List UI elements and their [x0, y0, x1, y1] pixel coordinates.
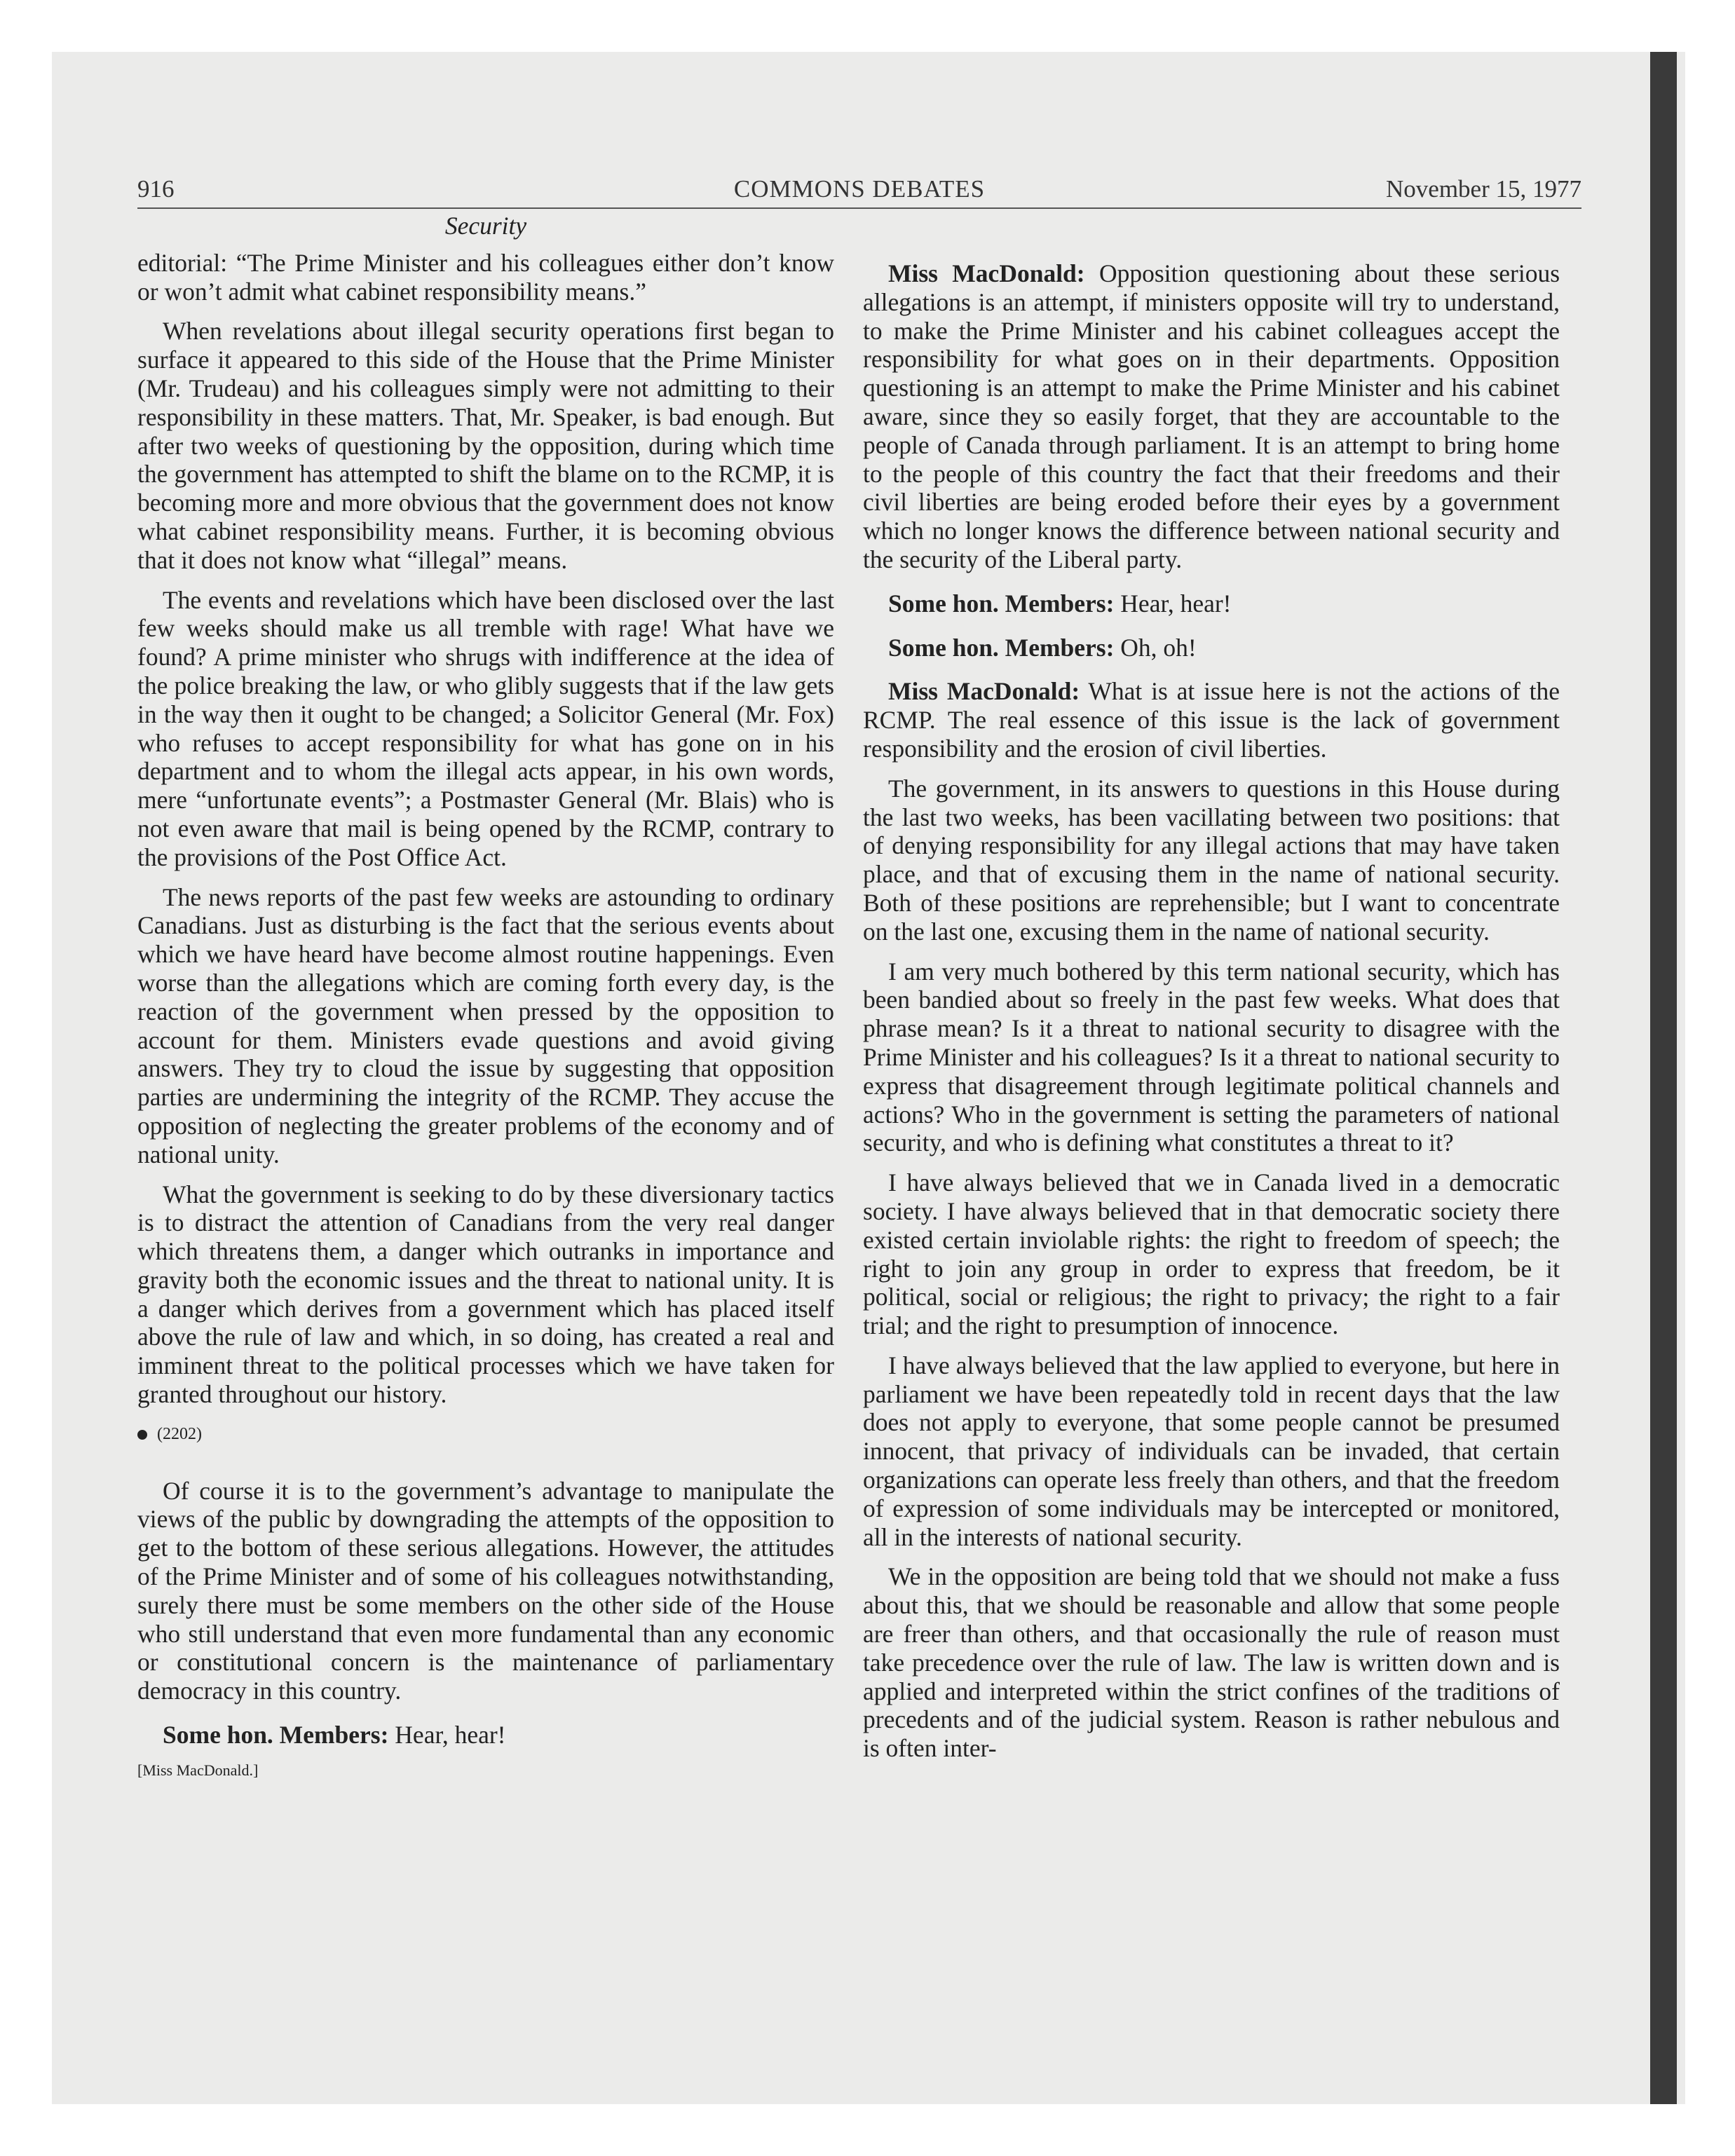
header-date: November 15, 1977 — [1386, 175, 1581, 203]
interjection-text: Oh, oh! — [1120, 633, 1197, 662]
paragraph: The government, in its answers to questions in this House during the last two weeks, has been vacillating between two positions: that of denying responsibility for any illegal actions that may have taken place, and that of excusing them in the name of national security. Both of these positions are reprehensible; but I want to concentrate on the last one, excusing them in the name of national security. — [863, 774, 1560, 946]
paragraph: Of course it is to the government’s advantage to manipulate the views of the public by downgrading the attempts of the opposition to get to the bottom of these serious allegations. However, the attitudes of the Prime Minister and of some of his colleagues notwithstanding, surely there must be some members on the other side of the House who still understand that even more fundamental than any economic or constitutional concern is the maintenance of parliamentary democracy in this country. — [137, 1476, 834, 1705]
time-marker — [137, 1420, 834, 1449]
paragraph: When revelations about illegal security operations first began to surface it appeared to this side of the House that the Prime Minister (Mr. Trudeau) and his colleagues simply were not admitting to their responsibility in these matters. That, Mr. Speaker, is bad enough. But after two weeks of questioning by the opposition, during which time the government has attempted to shift the blame on to the RCMP, it is becoming more and more obvious that the government does not know what cabinet responsibility means. Further, it is becoming obvious that it does not know what “illegal” means. — [137, 317, 834, 574]
speech-paragraph — [863, 677, 1560, 763]
interjection — [863, 634, 1560, 662]
publication-title: COMMONS DEBATES — [733, 175, 986, 203]
speaker-name: Miss MacDonald: — [888, 259, 1085, 287]
paragraph: I have always believed that we in Canada lived in a democratic society. I have always believed that in that democratic society there existed certain inviolable rights: the right to freedom of speech; the right to join any group in order to express that freedom, be it political, social or religious; the right to privacy; the right to a fair trial; and the right to presumption of innocence. — [863, 1168, 1560, 1340]
paragraph: editorial: “The Prime Minister and his colleagues either don’t know or won’t admit what cabinet responsibility means.” — [137, 248, 834, 306]
speaker-name: Some hon. Members: — [163, 1721, 389, 1749]
interjection — [863, 589, 1560, 618]
paragraph: The events and revelations which have been disclosed over the last few weeks should make us all tremble with rage! What have we found? A prime minister who shrugs with indifference at the idea of the police breaking the law, or who glibly suggests that if the law gets in the way then it ought to be changed; a Solicitor General (Mr. Fox) who refuses to accept responsibility for what has gone on in his department and to whom the illegal acts appear, in his own words, mere “unfortunate events”; a Postmaster General (Mr. Blais) who is not even aware that mail is being opened by the RCMP, contrary to the provisions of the Post Office Act. — [137, 585, 834, 871]
paragraph: I am very much bothered by this term national security, which has been bandied about so freely in the past few weeks. What does that phrase mean? Is it a threat to national security to disagree with the Prime Minister and his colleagues? Is it a threat to national security to express that disagreement through legitimate political channels and actions? Who in the government is setting the parameters of national security, and who is defining what constitutes a threat to it? — [863, 957, 1560, 1157]
paragraph: We in the opposition are being told that we should not make a fuss about this, that we should be reasonable and allow that some people are freer than others, and that occasionally the rule of reason must take precedence over the rule of law. The law is written down and is applied and interpreted within the strict confines of the traditions of precedents and of the judicial system. Reason is rather nebulous and is often inter- — [863, 1562, 1560, 1763]
interjection-text: Hear, hear! — [395, 1721, 506, 1749]
interjection-text: Hear, hear! — [1120, 589, 1232, 618]
section-heading: Security — [444, 212, 527, 240]
document-page — [137, 172, 1581, 1779]
speech-text: What is at issue here is not the actions of the RCMP. The real essence of this issue is the lack of government responsibility and the erosion of civil liberties. — [863, 677, 1560, 763]
paragraph: The news reports of the past few weeks are astounding to ordinary Canadians. Just as disturbing is the fact that the serious events about which we have heard have become almost routine happenings. Even worse than the allegations which are coming forth every day, is the reaction of the government when pressed by the opposition to account for them. Ministers evade questions and avoid giving answers. They try to cloud the issue by suggesting that opposition parties are undermining the integrity of the RCMP. They accuse the opposition of neglecting the greater problems of the economy and of national unity. — [137, 882, 834, 1168]
paragraph: What the government is seeking to do by these diversionary tactics is to distract the attention of Canadians from the very real danger which threatens them, a danger which outranks in importance and gravity both the economic issues and the threat to national unity. It is a danger which derives from a government which has placed itself above the rule of law and which, in so doing, has created a real and imminent threat to the political processes which we have taken for granted throughout our history. — [137, 1180, 834, 1409]
speaker-attribution: [Miss MacDonald.] — [137, 1761, 259, 1779]
speaker-name: Some hon. Members: — [888, 633, 1115, 662]
scan-edge-shadow — [1650, 52, 1677, 2104]
bullet-icon — [137, 1430, 147, 1440]
interjection — [137, 1721, 834, 1749]
paragraph: I have always believed that the law applied to everyone, but here in parliament we have been repeatedly told in recent days that the law does not apply to everyone, that some people cannot be presumed innocent, that privacy of individuals can be invaded, that certain organizations can operate less freely than others, and that the freedom of expression of some individuals may be intercepted or monitored, all in the interests of national security. — [863, 1351, 1560, 1551]
running-header — [137, 172, 1581, 209]
time-marker-text: (2202) — [157, 1424, 202, 1443]
speech-paragraph — [863, 259, 1560, 574]
page-number: 916 — [137, 175, 175, 203]
right-column — [863, 259, 1560, 1774]
left-column — [137, 212, 834, 1796]
speech-text: Opposition questioning about these serious allegations is an attempt, if ministers opposite will try to understand, to make the Prime Minister and his cabinet colleagues accept the responsibility for what goes on in their departments. Opposition questioning is an attempt to make the Prime Minister and his cabinet aware, since they so easily forget, that they are accountable to the people of Canada through parliament. It is an attempt to bring home to the people of this country the fact that their freedoms and their civil liberties are being eroded before their eyes by a government which no longer knows the difference between national security and the security of the Liberal party. — [863, 259, 1560, 573]
speaker-name: Some hon. Members: — [888, 589, 1115, 618]
speaker-name: Miss MacDonald: — [888, 677, 1080, 706]
